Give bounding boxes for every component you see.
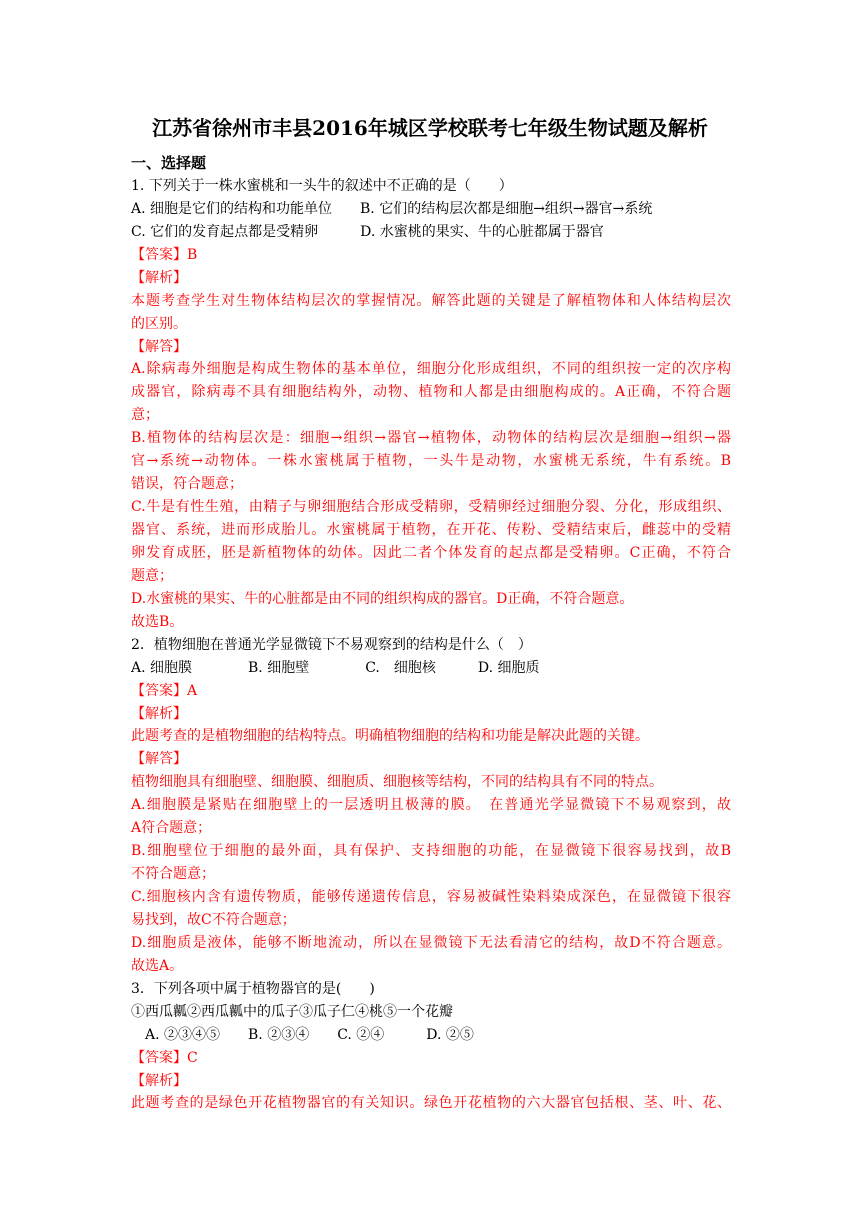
explanation-line: 错误，符合题意； [131, 476, 243, 493]
explanation-line: A.除病毒外细胞是构成生物体的基本单位，细胞分化形成组织，不同的组织按一定的次序构 [131, 361, 731, 378]
document-body [131, 152, 731, 1115]
question-line: ①西瓜瓤②西瓜瓤中的瓜子③瓜子仁④桃⑤一个花瓣 [131, 1003, 453, 1020]
explanation-line: 的区别。 [131, 315, 187, 332]
analysis-heading: 【解析】 [131, 705, 187, 722]
explanation-line: A.细胞膜是紧贴在细胞壁上的一层透明且极薄的膜。 在普通光学显微镜下不易观察到，故 [131, 797, 731, 814]
analysis-heading: 【解答】 [131, 338, 187, 355]
answer-line: 【答案】A [131, 682, 198, 699]
explanation-line: 本题考查学生对生物体结构层次的掌握情况。解答此题的关键是了解植物体和人体结构层次 [131, 292, 731, 309]
question-line: 3．下列各项中属于植物器官的是( ) [131, 980, 375, 997]
explanation-line: 卵发育成胚，胚是新植物体的幼体。因此二者个体发育的起点都是受精卵。C正确，不符合 [131, 544, 731, 561]
question-line: A. ②③④⑤ B. ②③④ C. ②④ D. ②⑤ [131, 1026, 474, 1043]
analysis-heading: 【解析】 [131, 269, 187, 286]
answer-line: 【答案】C [131, 1049, 198, 1066]
section-heading: 一、选择题 [131, 154, 207, 172]
analysis-heading: 【解答】 [131, 751, 187, 768]
answer-line: 【答案】B [131, 246, 198, 263]
explanation-line: 官→系统→动物体。一株水蜜桃属于植物，一头牛是动物，水蜜桃无系统，牛有系统。B [131, 453, 731, 470]
explanation-line: 题意； [131, 567, 173, 584]
explanation-line: 植物细胞具有细胞壁、细胞膜、细胞质、细胞核等结构，不同的结构具有不同的特点。 [131, 774, 663, 791]
explanation-line: 故选B。 [131, 613, 184, 630]
question-line: 1. 下列关于一株水蜜桃和一头牛的叙述中不正确的是（ ） [131, 177, 513, 194]
document-title: 江苏省徐州市丰县2016年城区学校联考七年级生物试题及解析 [152, 116, 708, 140]
explanation-line: 此题考查的是植物细胞的结构特点。明确植物细胞的结构和功能是解决此题的关键。 [131, 728, 649, 745]
question-line: A. 细胞是它们的结构和功能单位 B. 它们的结构层次都是细胞→组织→器官→系统 [131, 200, 653, 217]
explanation-line: B.植物体的结构层次是：细胞→组织→器官→植物体，动物体的结构层次是细胞→组织→器 [131, 430, 731, 447]
analysis-heading: 【解析】 [131, 1072, 187, 1089]
explanation-line: 故选A。 [131, 957, 184, 974]
explanation-line: 此题考查的是绿色开花植物器官的有关知识。绿色开花植物的六大器官包括根、茎、叶、花、 [131, 1095, 731, 1112]
question-line: C. 它们的发育起点都是受精卵 D. 水蜜桃的果实、牛的心脏都属于器官 [131, 223, 604, 240]
explanation-line: B.细胞壁位于细胞的最外面，具有保护、支持细胞的功能，在显微镜下很容易找到，故B [131, 843, 731, 860]
question-line: A. 细胞膜 B. 细胞壁 C. 细胞核 D. 细胞质 [131, 659, 540, 676]
explanation-line: C.牛是有性生殖，由精子与卵细胞结合形成受精卵，受精卵经过细胞分裂、分化，形成组织、 [131, 499, 731, 516]
explanation-line: 器官、系统，进而形成胎儿。水蜜桃属于植物，在开花、传粉、受精结束后，雌蕊中的受精 [131, 522, 731, 538]
explanation-line: 不符合题意； [131, 866, 215, 883]
explanation-line: D.水蜜桃的果实、牛的心脏都是由不同的组织构成的器官。D正确，不符合题意。 [131, 590, 634, 607]
explanation-line: A符合题意； [131, 820, 212, 837]
explanation-line: 易找到，故C不符合题意； [131, 911, 296, 928]
explanation-line: D.细胞质是液体，能够不断地流动，所以在显微镜下无法看清它的结构，故D不符合题意。 [131, 934, 731, 951]
explanation-line: 意； [131, 407, 159, 424]
explanation-line: 成器官，除病毒不具有细胞结构外，动物、植物和人都是由细胞构成的。A正确，不符合题 [131, 384, 731, 401]
question-line: 2．植物细胞在普通光学显微镜下不易观察到的结构是什么（ ） [131, 636, 532, 653]
explanation-line: C.细胞核内含有遗传物质，能够传递遗传信息，容易被碱性染料染成深色，在显微镜下很容 [131, 889, 731, 905]
